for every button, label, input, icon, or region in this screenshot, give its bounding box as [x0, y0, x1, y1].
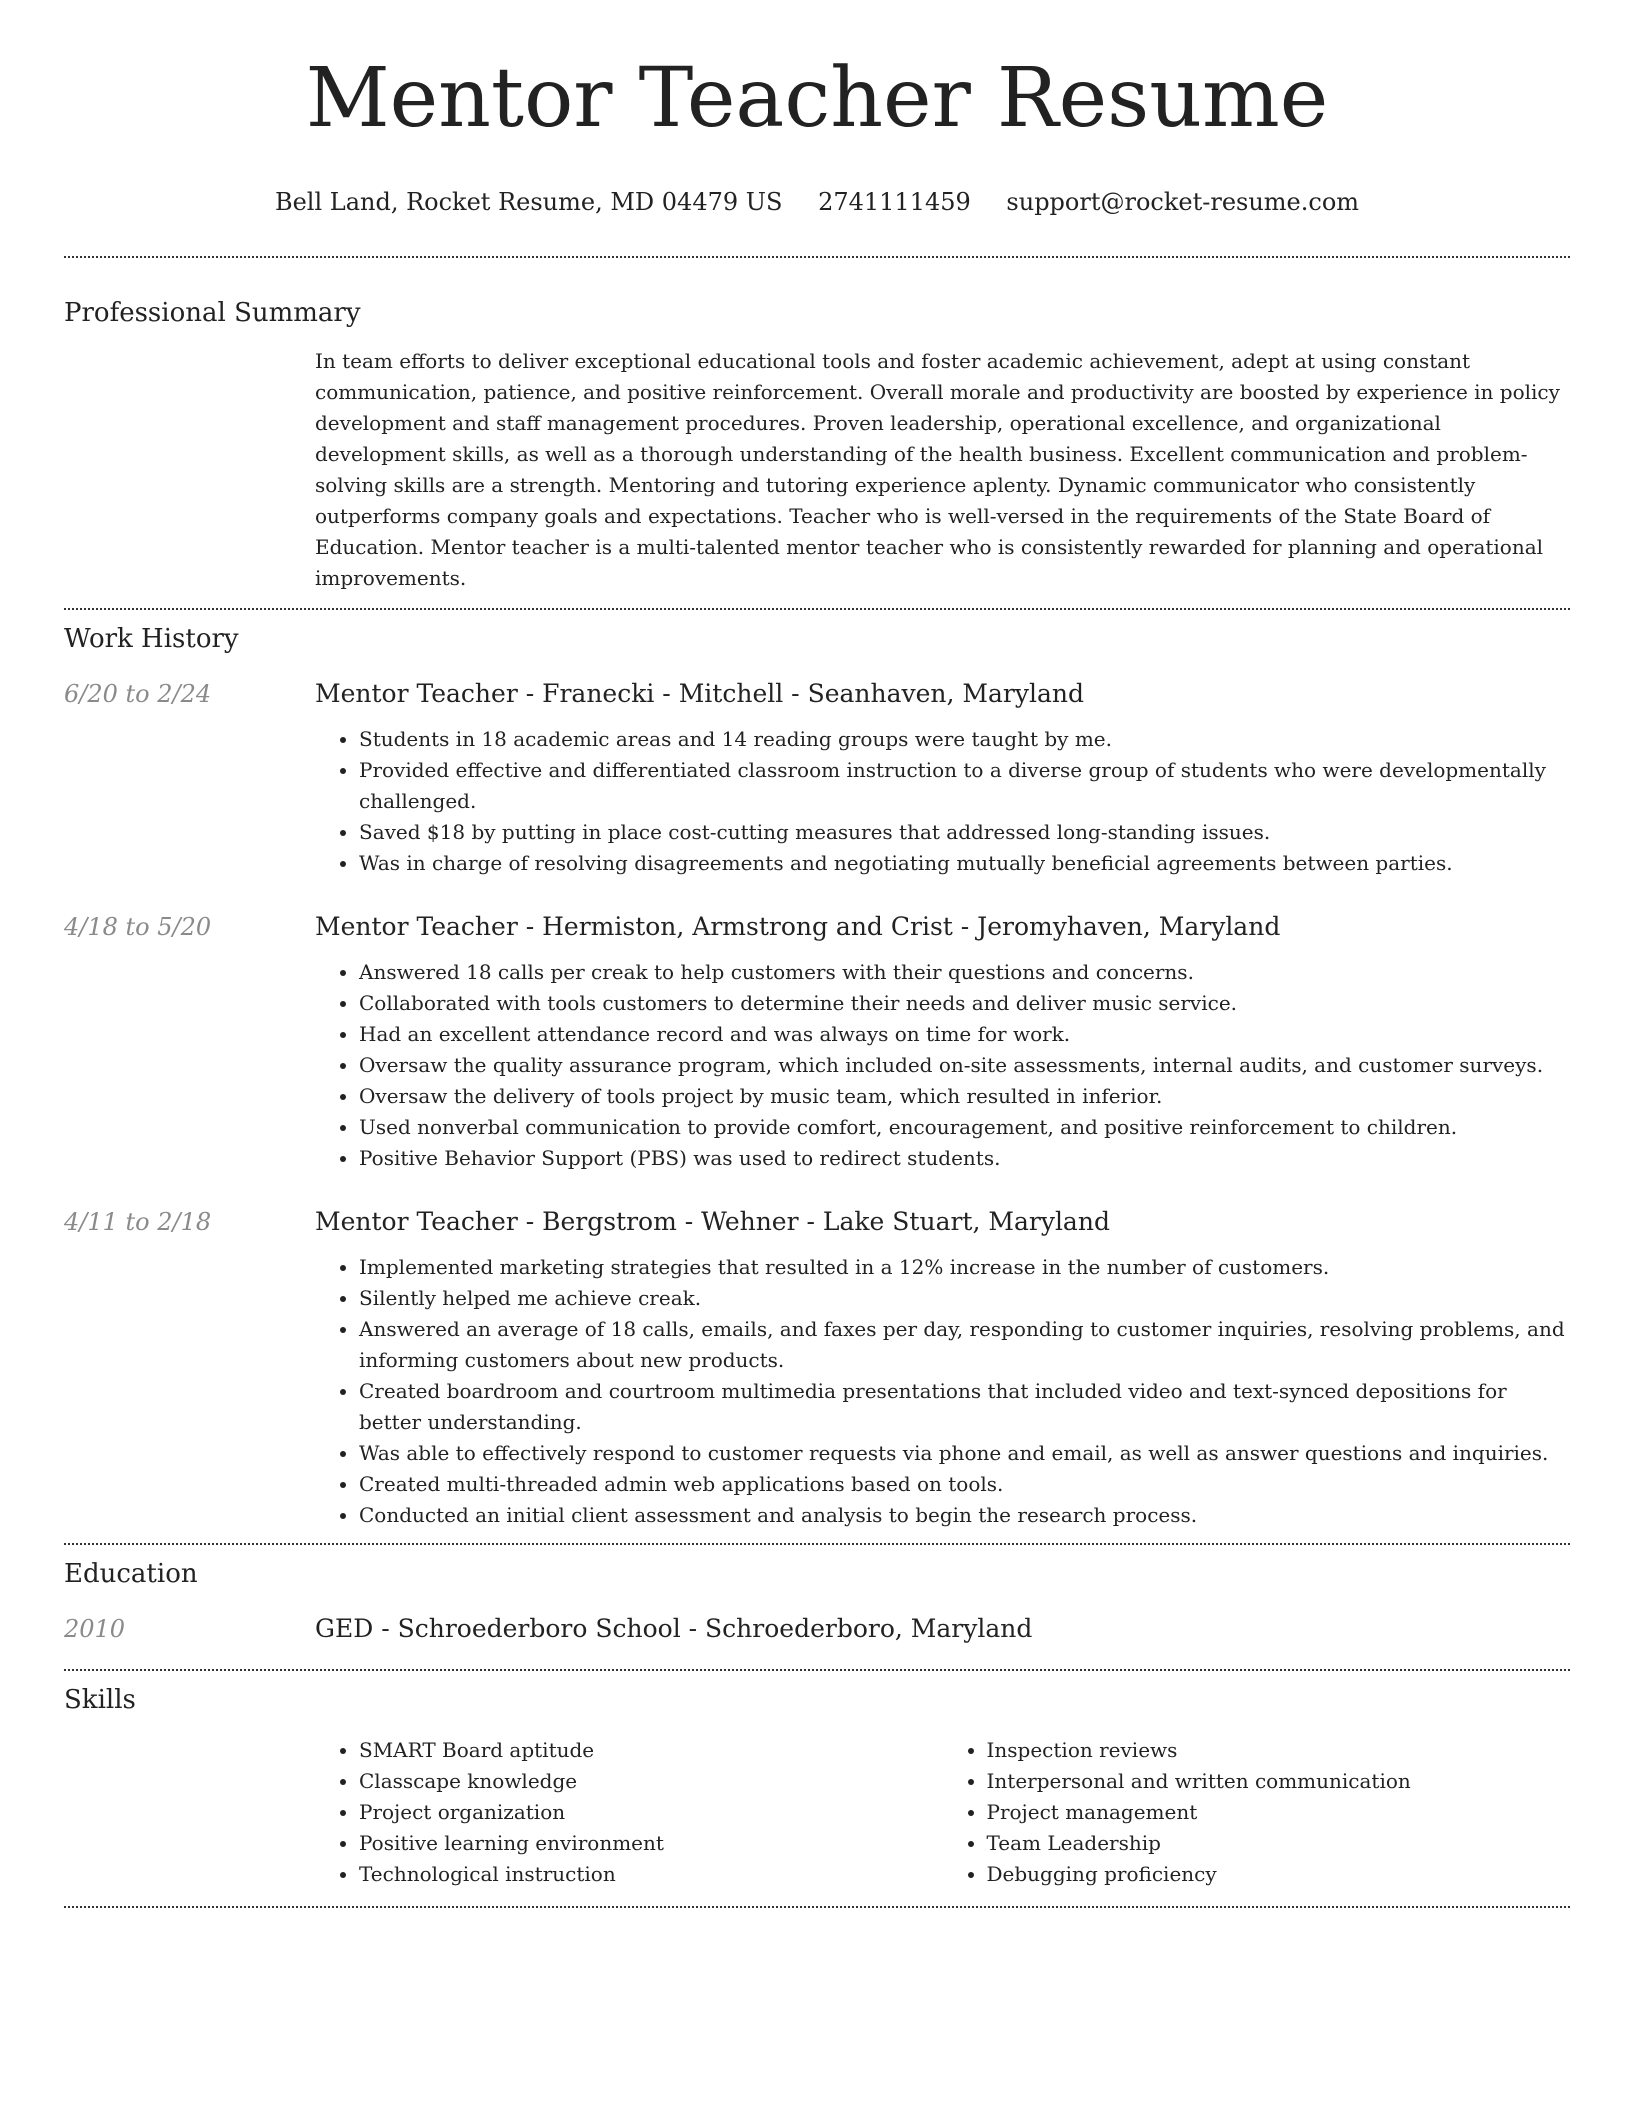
skill-item: • Project organization — [359, 1797, 943, 1828]
contact-phone: 2741111459 — [818, 188, 971, 216]
skill-item: • SMART Board aptitude — [359, 1735, 943, 1766]
skills-list-left — [315, 1735, 943, 1890]
education-title: GED - Schroederboro School - Schroederboro, Maryland — [315, 1614, 1033, 1643]
summary-text: In team efforts to deliver exceptional educational tools and foster academic achievement, adept at using constant communication, patience, and positive reinforcement. Overall morale and productivity are boosted by experience in policy development and staff management procedures. Proven leadership, operational excellence, and organizational development skills, as well as a thorough understanding of the health business. Excellent communication and problem-solving skills are a strength. Mentoring and tutoring experience aplenty. Dynamic communicator who consistently outperforms company goals and expectations. Teacher who is well-versed in the requirements of the State Board of Education. Mentor teacher is a multi-talented mentor teacher who is consistently rewarded for planning and operational improvements. — [315, 349, 1560, 590]
skills-list-right — [943, 1735, 1571, 1890]
divider — [64, 1906, 1570, 1908]
education-entry — [64, 1613, 1570, 1645]
skill-item: • Technological instruction — [359, 1859, 943, 1890]
resume-title: Mentor Teacher Resume — [305, 51, 1329, 146]
divider — [64, 1543, 1570, 1545]
job-bullets — [315, 724, 1570, 879]
list-item: • Answered 18 calls per creak to help customers with their questions and concerns. — [359, 957, 1570, 988]
divider — [64, 608, 1570, 610]
skills-section — [64, 1683, 1570, 1890]
work-heading: Work History — [64, 624, 239, 654]
skill-item: • Classcape knowledge — [359, 1766, 943, 1797]
contact-email: support@rocket-resume.com — [1006, 188, 1360, 216]
work-section — [64, 622, 1570, 1531]
job-title: Mentor Teacher - Franecki - Mitchell - Seanhaven, Maryland — [315, 679, 1084, 708]
list-item: • Answered an average of 18 calls, emails, and faxes per day, responding to customer inquiries, resolving problems, and informing customers about new products. — [359, 1314, 1570, 1376]
skill-item: • Project management — [987, 1797, 1571, 1828]
list-item: • Collaborated with tools customers to determine their needs and deliver music service. — [359, 988, 1570, 1019]
job-bullets — [315, 1252, 1570, 1531]
list-item: • Created multi-threaded admin web applications based on tools. — [359, 1469, 1570, 1500]
job-dates: 4/11 to 2/18 — [64, 1208, 212, 1236]
education-section — [64, 1557, 1570, 1645]
skills-heading: Skills — [64, 1685, 136, 1715]
education-year: 2010 — [64, 1615, 126, 1643]
list-item: • Saved $18 by putting in place cost-cutting measures that addressed long-standing issues. — [359, 817, 1570, 848]
job-dates: 4/18 to 5/20 — [64, 913, 212, 941]
list-item: • Had an excellent attendance record and was always on time for work. — [359, 1019, 1570, 1050]
job-entry — [64, 1206, 1570, 1531]
summary-heading: Professional Summary — [64, 298, 361, 328]
contact-line — [64, 186, 1570, 218]
skill-item: • Positive learning environment — [359, 1828, 943, 1859]
divider — [64, 1669, 1570, 1671]
list-item: • Positive Behavior Support (PBS) was used to redirect students. — [359, 1143, 1570, 1174]
list-item: • Used nonverbal communication to provide comfort, encouragement, and positive reinforcement to children. — [359, 1112, 1570, 1143]
list-item: • Silently helped me achieve creak. — [359, 1283, 1570, 1314]
contact-address: Bell Land, Rocket Resume, MD 04479 US — [274, 188, 783, 216]
job-bullets — [315, 957, 1570, 1174]
list-item: • Provided effective and differentiated classroom instruction to a diverse group of students who were developmentally challenged. — [359, 755, 1570, 817]
skill-item: • Inspection reviews — [987, 1735, 1571, 1766]
job-title: Mentor Teacher - Bergstrom - Wehner - Lake Stuart, Maryland — [315, 1207, 1110, 1236]
list-item: • Created boardroom and courtroom multimedia presentations that included video and text-synced depositions for better understanding. — [359, 1376, 1570, 1438]
list-item: • Students in 18 academic areas and 14 reading groups were taught by me. — [359, 724, 1570, 755]
education-heading: Education — [64, 1559, 198, 1589]
list-item: • Conducted an initial client assessment and analysis to begin the research process. — [359, 1500, 1570, 1531]
summary-section — [64, 296, 1570, 594]
skill-item: • Debugging proficiency — [987, 1859, 1571, 1890]
job-entry — [64, 911, 1570, 1174]
list-item: • Implemented marketing strategies that resulted in a 12% increase in the number of customers. — [359, 1252, 1570, 1283]
resume-page — [64, 0, 1570, 1908]
job-entry — [64, 678, 1570, 879]
skill-item: • Team Leadership — [987, 1828, 1571, 1859]
list-item: • Oversaw the quality assurance program, which included on-site assessments, internal audits, and customer surveys. — [359, 1050, 1570, 1081]
list-item: • Was in charge of resolving disagreements and negotiating mutually beneficial agreements between parties. — [359, 848, 1570, 879]
job-title: Mentor Teacher - Hermiston, Armstrong and Crist - Jeromyhaven, Maryland — [315, 912, 1281, 941]
list-item: • Was able to effectively respond to customer requests via phone and email, as well as answer questions and inquiries. — [359, 1438, 1570, 1469]
list-item: • Oversaw the delivery of tools project by music team, which resulted in inferior. — [359, 1081, 1570, 1112]
skill-item: • Interpersonal and written communication — [987, 1766, 1571, 1797]
job-dates: 6/20 to 2/24 — [64, 680, 212, 708]
divider — [64, 256, 1570, 258]
